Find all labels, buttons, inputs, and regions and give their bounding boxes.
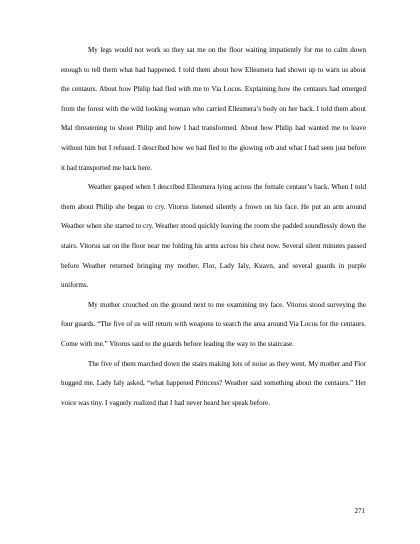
body-text xyxy=(61,41,366,413)
paragraph: My legs would not work so they sat me on the floor waiting impatiently for me to calm down enough to tell them what had happened. I told them about how Ellesmera had shown up to warn us about the centaurs. About how Philip had fled with me to Via Locus. Explaining how the centaurs had emerged from the forest with the wild looking woman who carried Ellesmera’s body on her back. I told them about Mal threatening to shoot Philip and how I had transformed. About how Philip had wanted me to leave without him but I refused. I described how we had fled to the glowing orb and what I had seen just before it had transported me back here. xyxy=(61,46,366,172)
page-number: 271 xyxy=(354,507,365,515)
paragraph: My mother crouched on the ground next to me examining my face. Vitorus stood surveying the four guards. “The five of us will return with weapons to search the area around Via Locus for the centaurs. Come with me.” Vitorus said to the guards before leading the way to the staircase. xyxy=(61,300,366,348)
paragraph: Weather gasped when I described Ellesmera lying across the female centaur’s back. When I told them about Philip she began to cry. Vitorus listened silently a frown on his face. He put an arm around Weather when she started to cry. Weather stood quickly leaving the room she padded soundlessly down the stairs. Vitorus sat on the floor near me folding his arms across his chest now. Several silent minutes passed before Weather returned bringing my mother, Flor, Lady Ialy, Kuavn, and several guards in purple uniforms. xyxy=(61,183,366,290)
paragraph: The five of them marched down the stairs making lots of noise as they went. My mother and Flor hugged me. Lady Ialy asked, “what happened Princess? Weather said something about the centaurs.” Her voice was tiny. I vaguely realized that I had never heard her speak before. xyxy=(61,359,366,407)
